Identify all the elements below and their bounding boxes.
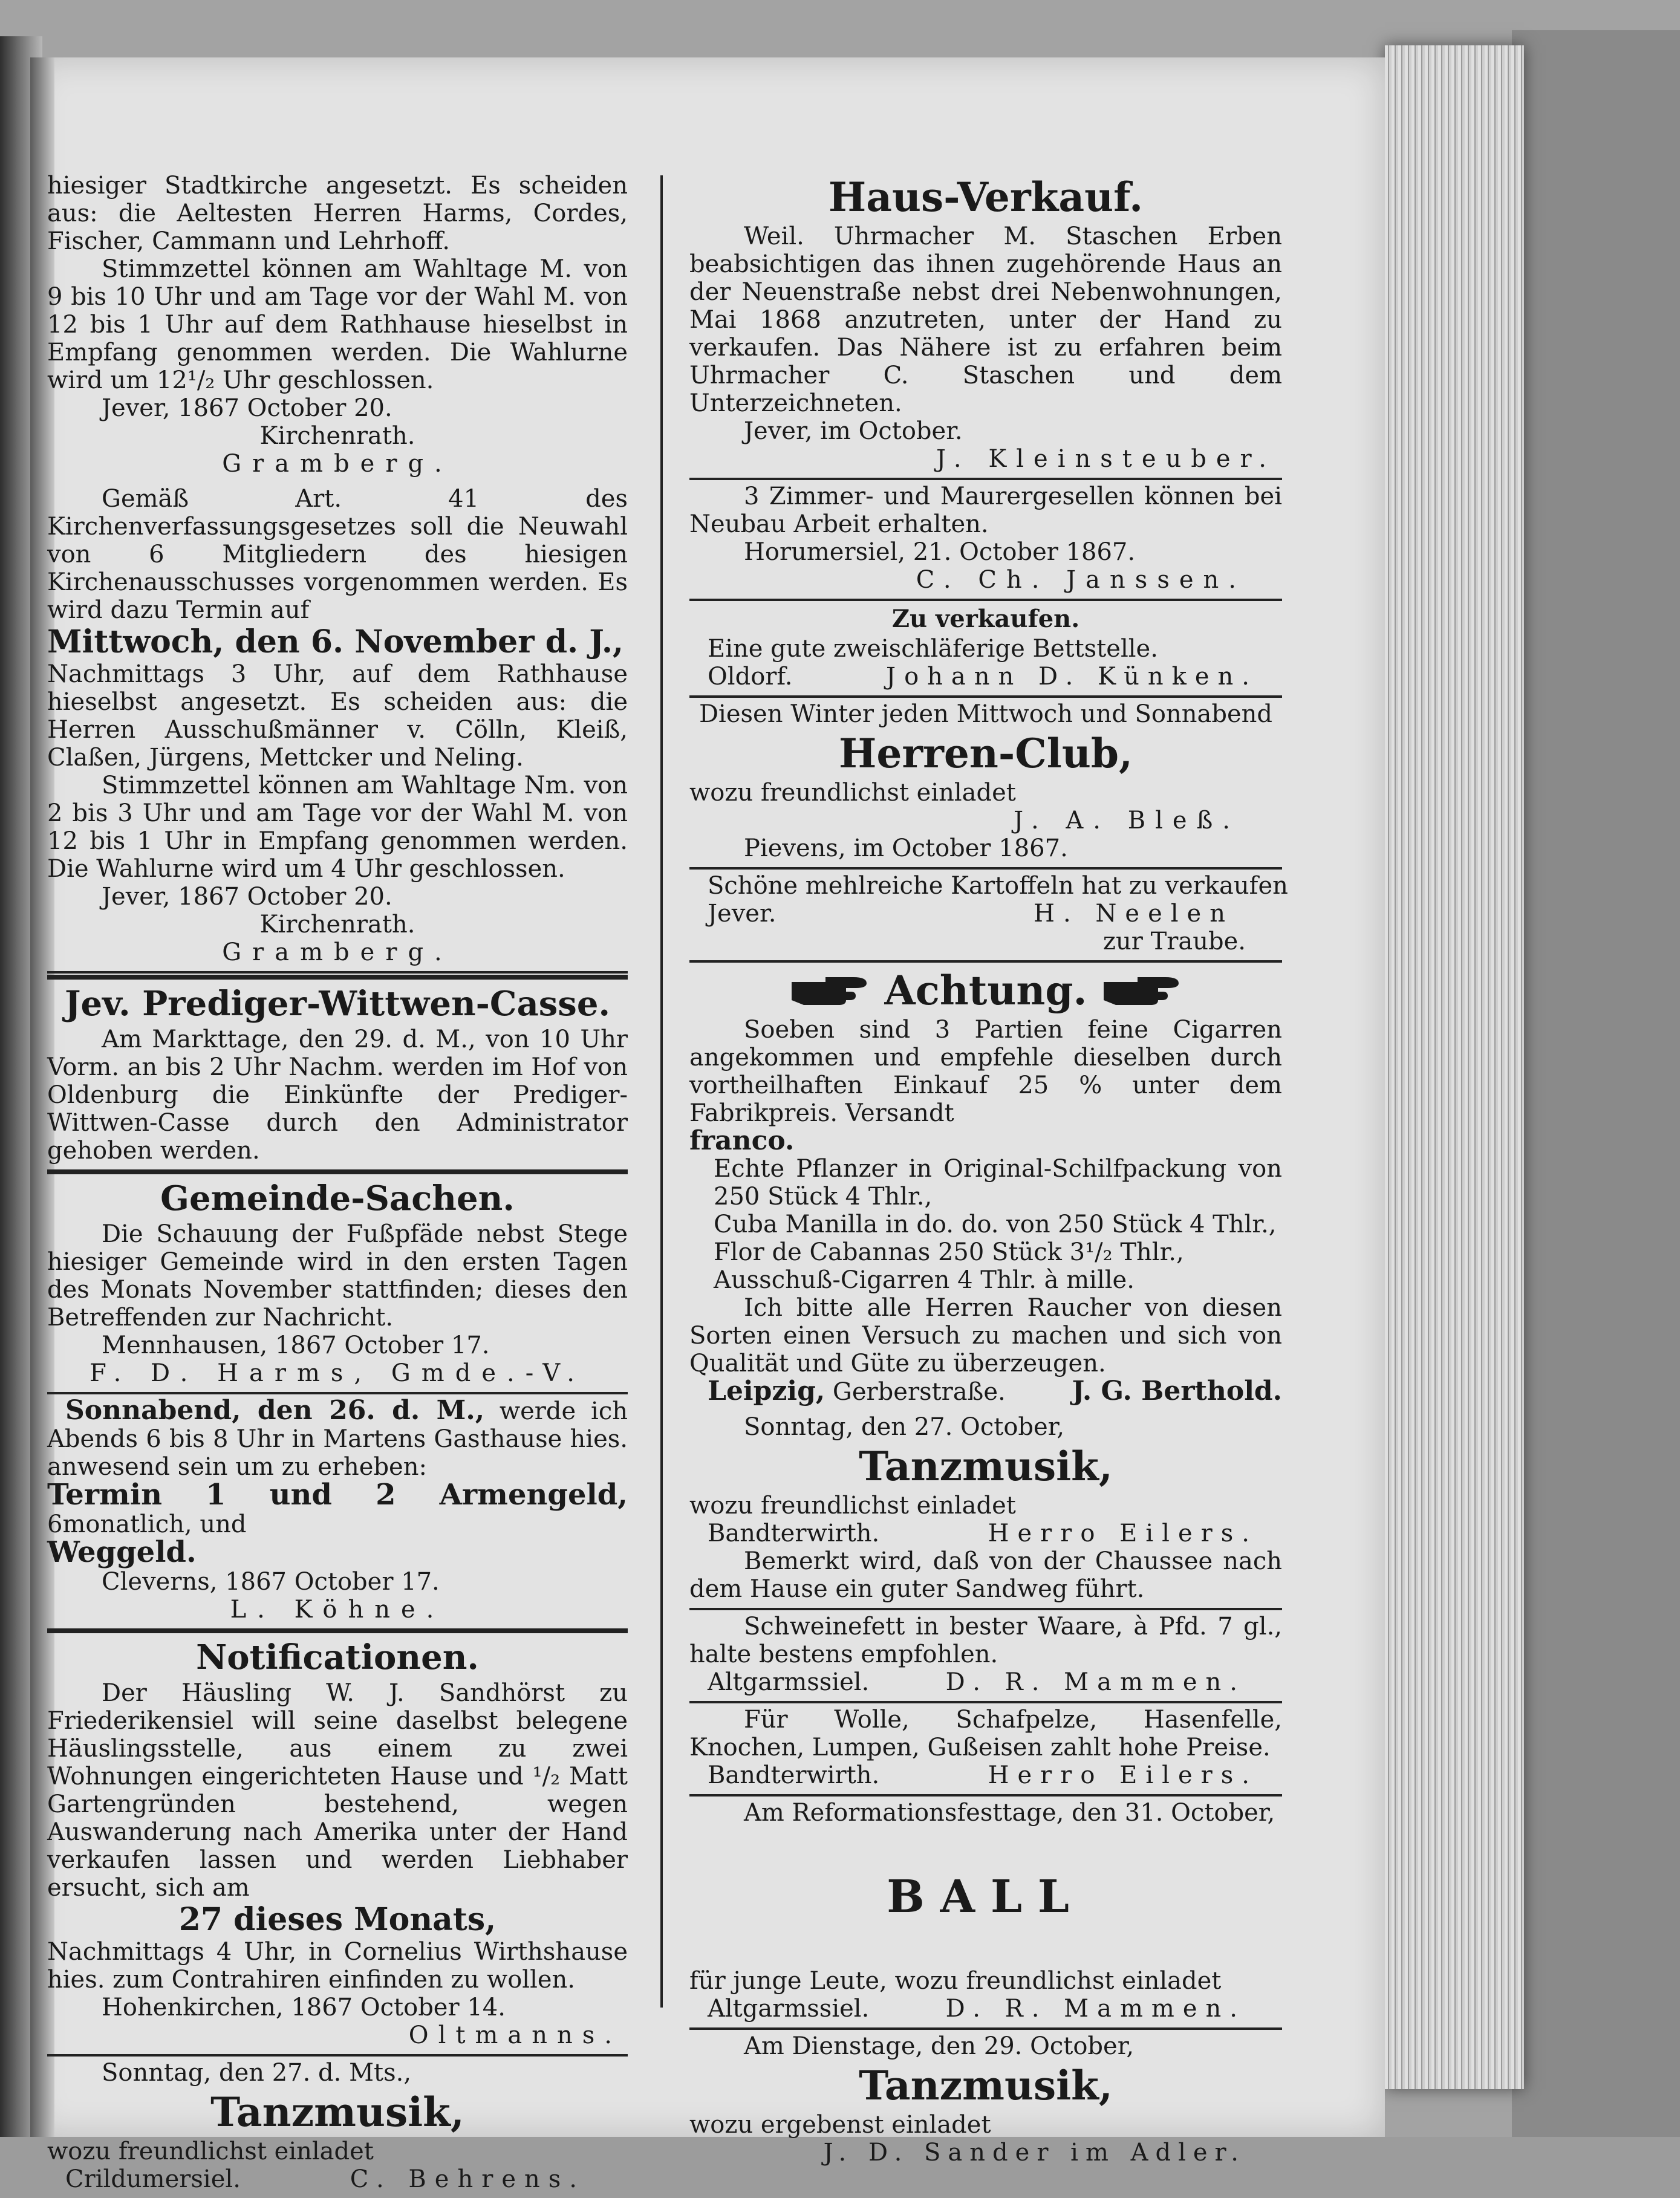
- place: Altgarmssiel.: [708, 1995, 870, 2023]
- place-date: Horumersiel, 21. October 1867.: [744, 538, 1136, 566]
- notice-heading: Tanzmusik,: [210, 2089, 464, 2136]
- price-item: Cuba Manilla in do. do. von 250 Stück 4 Thlr.,: [714, 1211, 1277, 1238]
- notice-text: Stimmzettel können am Wahltage M. von 9 bis 10 Uhr und am Tage vor der Wahl M. von 12 bis 1 Uhr auf dem Rathhause hieselbst in Empfang genommen werden. Die Wahlurne wird um 12¹/₂ Uhr geschlossen.: [47, 255, 628, 394]
- place-date: Jever, 1867 October 20.: [102, 394, 392, 422]
- signature: Oltmanns.: [408, 2021, 622, 2049]
- place-date: Mennhausen, 1867 October 17.: [102, 1331, 490, 1359]
- invitation-line: wozu freundlichst einladet: [47, 2138, 374, 2165]
- book-cover-edge: [1512, 30, 1680, 2137]
- signature-address: zur Traube.: [1102, 928, 1246, 955]
- place-signature-row: [689, 663, 1282, 691]
- place: Jever.: [708, 900, 777, 928]
- notice-armengeld: [47, 1394, 628, 1633]
- notice-heading: Jev. Prediger-Wittwen-Casse.: [65, 984, 610, 1024]
- place-city: Leipzig,: [708, 1376, 825, 1406]
- signature: Herro Eilers.: [988, 1520, 1258, 1547]
- notice-heading: BALL: [887, 1871, 1085, 1923]
- notice-wolle-ankauf: [689, 1703, 1282, 1796]
- invitation-line: wozu freundlichst einladet: [689, 1492, 1016, 1520]
- signature: L. Köhne.: [230, 1596, 445, 1624]
- collection-date: Sonnabend, den 26. d. M.,: [65, 1395, 485, 1426]
- notice-kirchenrath-election-1: [47, 169, 628, 483]
- notice-text: Schöne mehlreiche Kartoffeln hat zu verkaufen: [708, 872, 1288, 900]
- notice-notificationen: [47, 1633, 628, 2057]
- place-date: Jever, 1867 October 20.: [102, 883, 392, 911]
- notice-text: [47, 1478, 628, 1569]
- notice-text: 3 Zimmer- und Maurergesellen können bei Neubau Arbeit erhalten.: [689, 483, 1282, 538]
- signature: D. R. Mammen.: [945, 1995, 1246, 2023]
- place: Crildumersiel.: [65, 2165, 241, 2193]
- signature: Johann D. Künken.: [886, 663, 1258, 691]
- office-name: Kirchenrath.: [259, 422, 415, 450]
- sale-date: 27 dieses Monats,: [178, 1901, 497, 1938]
- place: Bandterwirth.: [708, 1761, 880, 1789]
- termin-label: Termin 1 und 2 Armengeld,: [47, 1478, 628, 1512]
- event-date: Am Dienstage, den 29. October,: [744, 2032, 1135, 2060]
- notice-heading: Herren-Club,: [839, 730, 1133, 777]
- left-column: [47, 169, 628, 2193]
- signature: J. Kleinsteuber.: [936, 445, 1276, 473]
- notice-schweinefett: [689, 1610, 1282, 1703]
- franco-label: franco.: [689, 1125, 795, 1156]
- notice-kartoffeln: [689, 870, 1288, 963]
- place-street: Gerberstraße.: [832, 1378, 1006, 1406]
- notice-tanzmusik-crildumersiel: [47, 2057, 628, 2198]
- notice-kirchenausschuss-election: [47, 483, 628, 974]
- notice-text: Nachmittags 4 Uhr, in Cornelius Wirthshause hies. zum Contrahiren einfinden zu wollen.: [47, 1938, 628, 1994]
- pointing-hand-right-icon: [1102, 974, 1181, 1007]
- notice-tanzmusik-bandterwirth: [689, 1411, 1282, 1610]
- notice-text: [47, 1397, 628, 1481]
- signature: F. D. Harms, Gmde.-V.: [90, 1359, 585, 1387]
- place: Oldorf.: [708, 663, 793, 691]
- notice-text: Stimmzettel können am Wahltage Nm. von 2 bis 3 Uhr und am Tage vor der Wahl M. von 12 bis 1 Uhr in Empfang genommen werden. Die Wahlurne wird um 4 Uhr geschlossen.: [47, 772, 628, 883]
- notice-zu-verkaufen: [689, 601, 1282, 698]
- signature: J. A. Bleß.: [1014, 807, 1240, 834]
- notice-text-rest: werde ich Abends 6 bis 8 Uhr in Martens Gasthause hies. anwesend sein um zu erheben:: [47, 1397, 628, 1481]
- section-rule: [47, 975, 628, 980]
- achtung-heading-row: [689, 965, 1282, 1016]
- notice-gesellen-gesucht: [689, 480, 1282, 601]
- notice-text: Bemerkt wird, daß von der Chaussee nach dem Hause ein guter Sandweg führt.: [689, 1547, 1282, 1603]
- notice-heading: Gemeinde-Sachen.: [160, 1179, 515, 1218]
- signature: D. R. Mammen.: [945, 1668, 1246, 1696]
- notice-text: Der Häusling W. J. Sandhörst zu Friederikensiel will seine daselbst belegene Häuslingsstelle, aus einem zu zwei Wohnungen eingerichteten Hause und ¹/₂ Matt Gartengründen bestehend, wegen Auswanderung nach Amerika unter der Hand verkaufen lassen und werden Liebhaber ersucht, sich am: [47, 1679, 628, 1902]
- place-date: Pievens, im October 1867.: [744, 834, 1068, 862]
- invitation-line: wozu freundlichst einladet: [689, 779, 1016, 807]
- notice-ball: [689, 1796, 1282, 2030]
- notice-text: Weil. Uhrmacher M. Staschen Erben beabsichtigen das ihnen zugehörende Haus an der Neuenstraße nebst drei Nebenwohnungen, Mai 1868 anzutreten, unter der Hand zu verkaufen. Das Nähere ist zu erfahren beim Uhrmacher C. Staschen und dem Unterzeichneten.: [689, 223, 1282, 417]
- notice-heading: Haus-Verkauf.: [828, 174, 1144, 221]
- notice-heading: Achtung.: [884, 967, 1087, 1014]
- place-signature-row: [689, 1520, 1282, 1547]
- notice-gemeinde-sachen: [47, 1174, 628, 1394]
- notice-achtung-cigarren: [689, 963, 1282, 1411]
- notice-text: Die Schauung der Fußpfäde nebst Stege hiesiger Gemeinde wird in den ersten Tagen des Monats November stattfinden; dieses den Betreffenden zur Nachricht.: [47, 1220, 628, 1331]
- meeting-date: Mittwoch, den 6. November d. J.,: [47, 623, 624, 660]
- notice-text: Eine gute zweischläferige Bettstelle.: [708, 635, 1158, 663]
- notice-text: Gemäß Art. 41 des Kirchenverfassungsgesetzes soll die Neuwahl von 6 Mitgliedern des hiesigen Kirchenausschusses vorgenommen werden. Es wird dazu Termin auf: [47, 485, 628, 624]
- place: Altgarmssiel.: [708, 1668, 870, 1696]
- place-date: Jever, im October.: [744, 417, 963, 445]
- page-stack-edges: [1385, 45, 1524, 2089]
- place-signature-row: [689, 1668, 1282, 1696]
- notice-text: Nachmittags 3 Uhr, auf dem Rathhause hieselbst angesetzt. Es scheiden aus: die Herren Ausschußmänner v. Cölln, Kleiß, Claßen, Jürgens, Mettcker und Neling.: [47, 660, 628, 772]
- place-signature-row: [689, 1377, 1282, 1406]
- place-date: Cleverns, 1867 October 17.: [102, 1568, 440, 1596]
- notice-text: Soeben sind 3 Partien feine Cigarren angekommen und empfehle dieselben durch vortheilhaften Einkauf 25 % unter dem Fabrikpreis. Versandt: [689, 1016, 1282, 1127]
- event-date: Am Reformationsfesttage, den 31. October,: [744, 1799, 1275, 1827]
- place-signature-row: [689, 900, 1282, 928]
- notice-text: Für Wolle, Schafpelze, Hasenfelle, Knochen, Lumpen, Gußeisen zahlt hohe Preise.: [689, 1706, 1282, 1761]
- termin-rest: 6monatlich, und: [47, 1510, 247, 1538]
- notice-text: Schweinefett in bester Waare, à Pfd. 7 gl., halte bestens empfohlen.: [689, 1613, 1282, 1668]
- place-signature-row: [47, 2165, 628, 2193]
- signature: Gramberg.: [222, 450, 453, 478]
- weggeld-label: Weggeld.: [47, 1535, 197, 1569]
- place: Bandterwirth.: [708, 1520, 880, 1547]
- signature: H. Neelen: [1034, 900, 1234, 928]
- signature: Herro Eilers.: [988, 1761, 1258, 1789]
- notice-haus-verkauf: [689, 169, 1282, 480]
- column-rule: [660, 175, 663, 2008]
- notice-prediger-wittwen-casse: [47, 980, 628, 1174]
- office-name: Kirchenrath.: [259, 911, 415, 938]
- notice-text: Ich bitte alle Herren Raucher von diesen Sorten einen Versuch zu machen und sich von Qualität und Güte zu überzeugen.: [689, 1294, 1282, 1377]
- signature: C. Ch. Janssen.: [916, 566, 1246, 594]
- notice-text: Am Markttage, den 29. d. M., von 10 Uhr Vorm. an bis 2 Uhr Nachm. werden im Hof von Oldenburg die Einkünfte der Prediger-Wittwen-Casse durch den Administrator gehoben werden.: [47, 1026, 628, 1165]
- event-date: Sonntag, den 27. October,: [744, 1413, 1065, 1441]
- notice-heading: Tanzmusik,: [859, 2062, 1113, 2109]
- signature: C. Behrens.: [350, 2165, 585, 2193]
- place-signature-row: [689, 1995, 1282, 2023]
- price-item: Ausschuß-Cigarren 4 Thlr. à mille.: [714, 1266, 1135, 1294]
- price-item: Flor de Cabannas 250 Stück 3¹/₂ Thlr.,: [714, 1238, 1184, 1266]
- price-item: Echte Pflanzer in Original-Schilfpackung von 250 Stück 4 Thlr.,: [714, 1155, 1282, 1211]
- right-column: [689, 169, 1288, 2167]
- notice-herren-club: [689, 698, 1282, 870]
- invitation-line: für junge Leute, wozu freundlichst einladet: [689, 1967, 1222, 1995]
- notice-heading: Zu verkaufen.: [891, 605, 1080, 633]
- notice-heading: Tanzmusik,: [859, 1443, 1113, 1490]
- notice-heading: Notificationen.: [196, 1637, 479, 1677]
- place: [708, 1377, 1006, 1406]
- event-date: Sonntag, den 27. d. Mts.,: [102, 2059, 412, 2087]
- notice-tanzmusik-adler: [689, 2030, 1282, 2171]
- pointing-hand-right-icon: [790, 974, 869, 1007]
- invitation-line: wozu ergebenst einladet: [689, 2111, 991, 2139]
- place-signature-row: [689, 1761, 1282, 1789]
- notice-text: hiesiger Stadtkirche angesetzt. Es scheiden aus: die Aeltesten Herren Harms, Cordes, Fischer, Cammann und Lehrhoff.: [47, 172, 628, 255]
- notice-text: Diesen Winter jeden Mittwoch und Sonnabend: [698, 700, 1273, 728]
- signature: Gramberg.: [222, 938, 453, 966]
- place-date: Hohenkirchen, 1867 October 14.: [102, 1994, 506, 2021]
- signature: J. D. Sander im Adler.: [823, 2139, 1246, 2167]
- signature: J. G. Berthold.: [1072, 1376, 1282, 1406]
